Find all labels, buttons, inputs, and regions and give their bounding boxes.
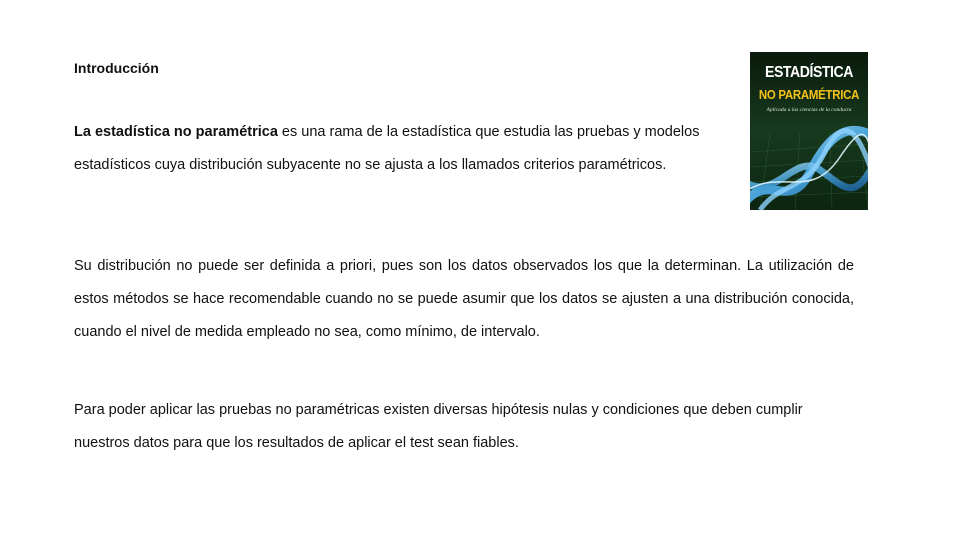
paragraph-conditions: Para poder aplicar las pruebas no paramétricas existen diversas hipótesis nulas y condiciones que deben cumplir nuestros datos para que los resultados de aplicar el test sean fiables. <box>74 402 803 451</box>
cover-title-line2: NO PARAMÉTRICA <box>758 87 860 102</box>
cover-subtitle: Aplicada a las ciencias de la conducta <box>766 107 852 113</box>
book-cover-image <box>750 52 868 210</box>
paragraph-definition <box>74 116 724 182</box>
definition-text: es una rama de la estadística que estudia las pruebas y modelos estadísticos cuya distribución subyacente no se ajusta a los llamados criterios paramétricos. <box>74 124 700 173</box>
cover-title-line1: ESTADÍSTICA <box>765 64 853 81</box>
definition-term: La estadística no paramétrica <box>74 124 278 140</box>
paragraph-distribution: Su distribución no puede ser definida a priori, pues son los datos observados los que la determinan. La utilización de estos métodos se hace recomendable cuando no se puede asumir que los datos se ajusten a una distribución conocida, cuando el nivel de medida empleado no sea, como mínimo, de intervalo. <box>74 258 854 340</box>
slide-title: Introducción <box>74 60 159 76</box>
